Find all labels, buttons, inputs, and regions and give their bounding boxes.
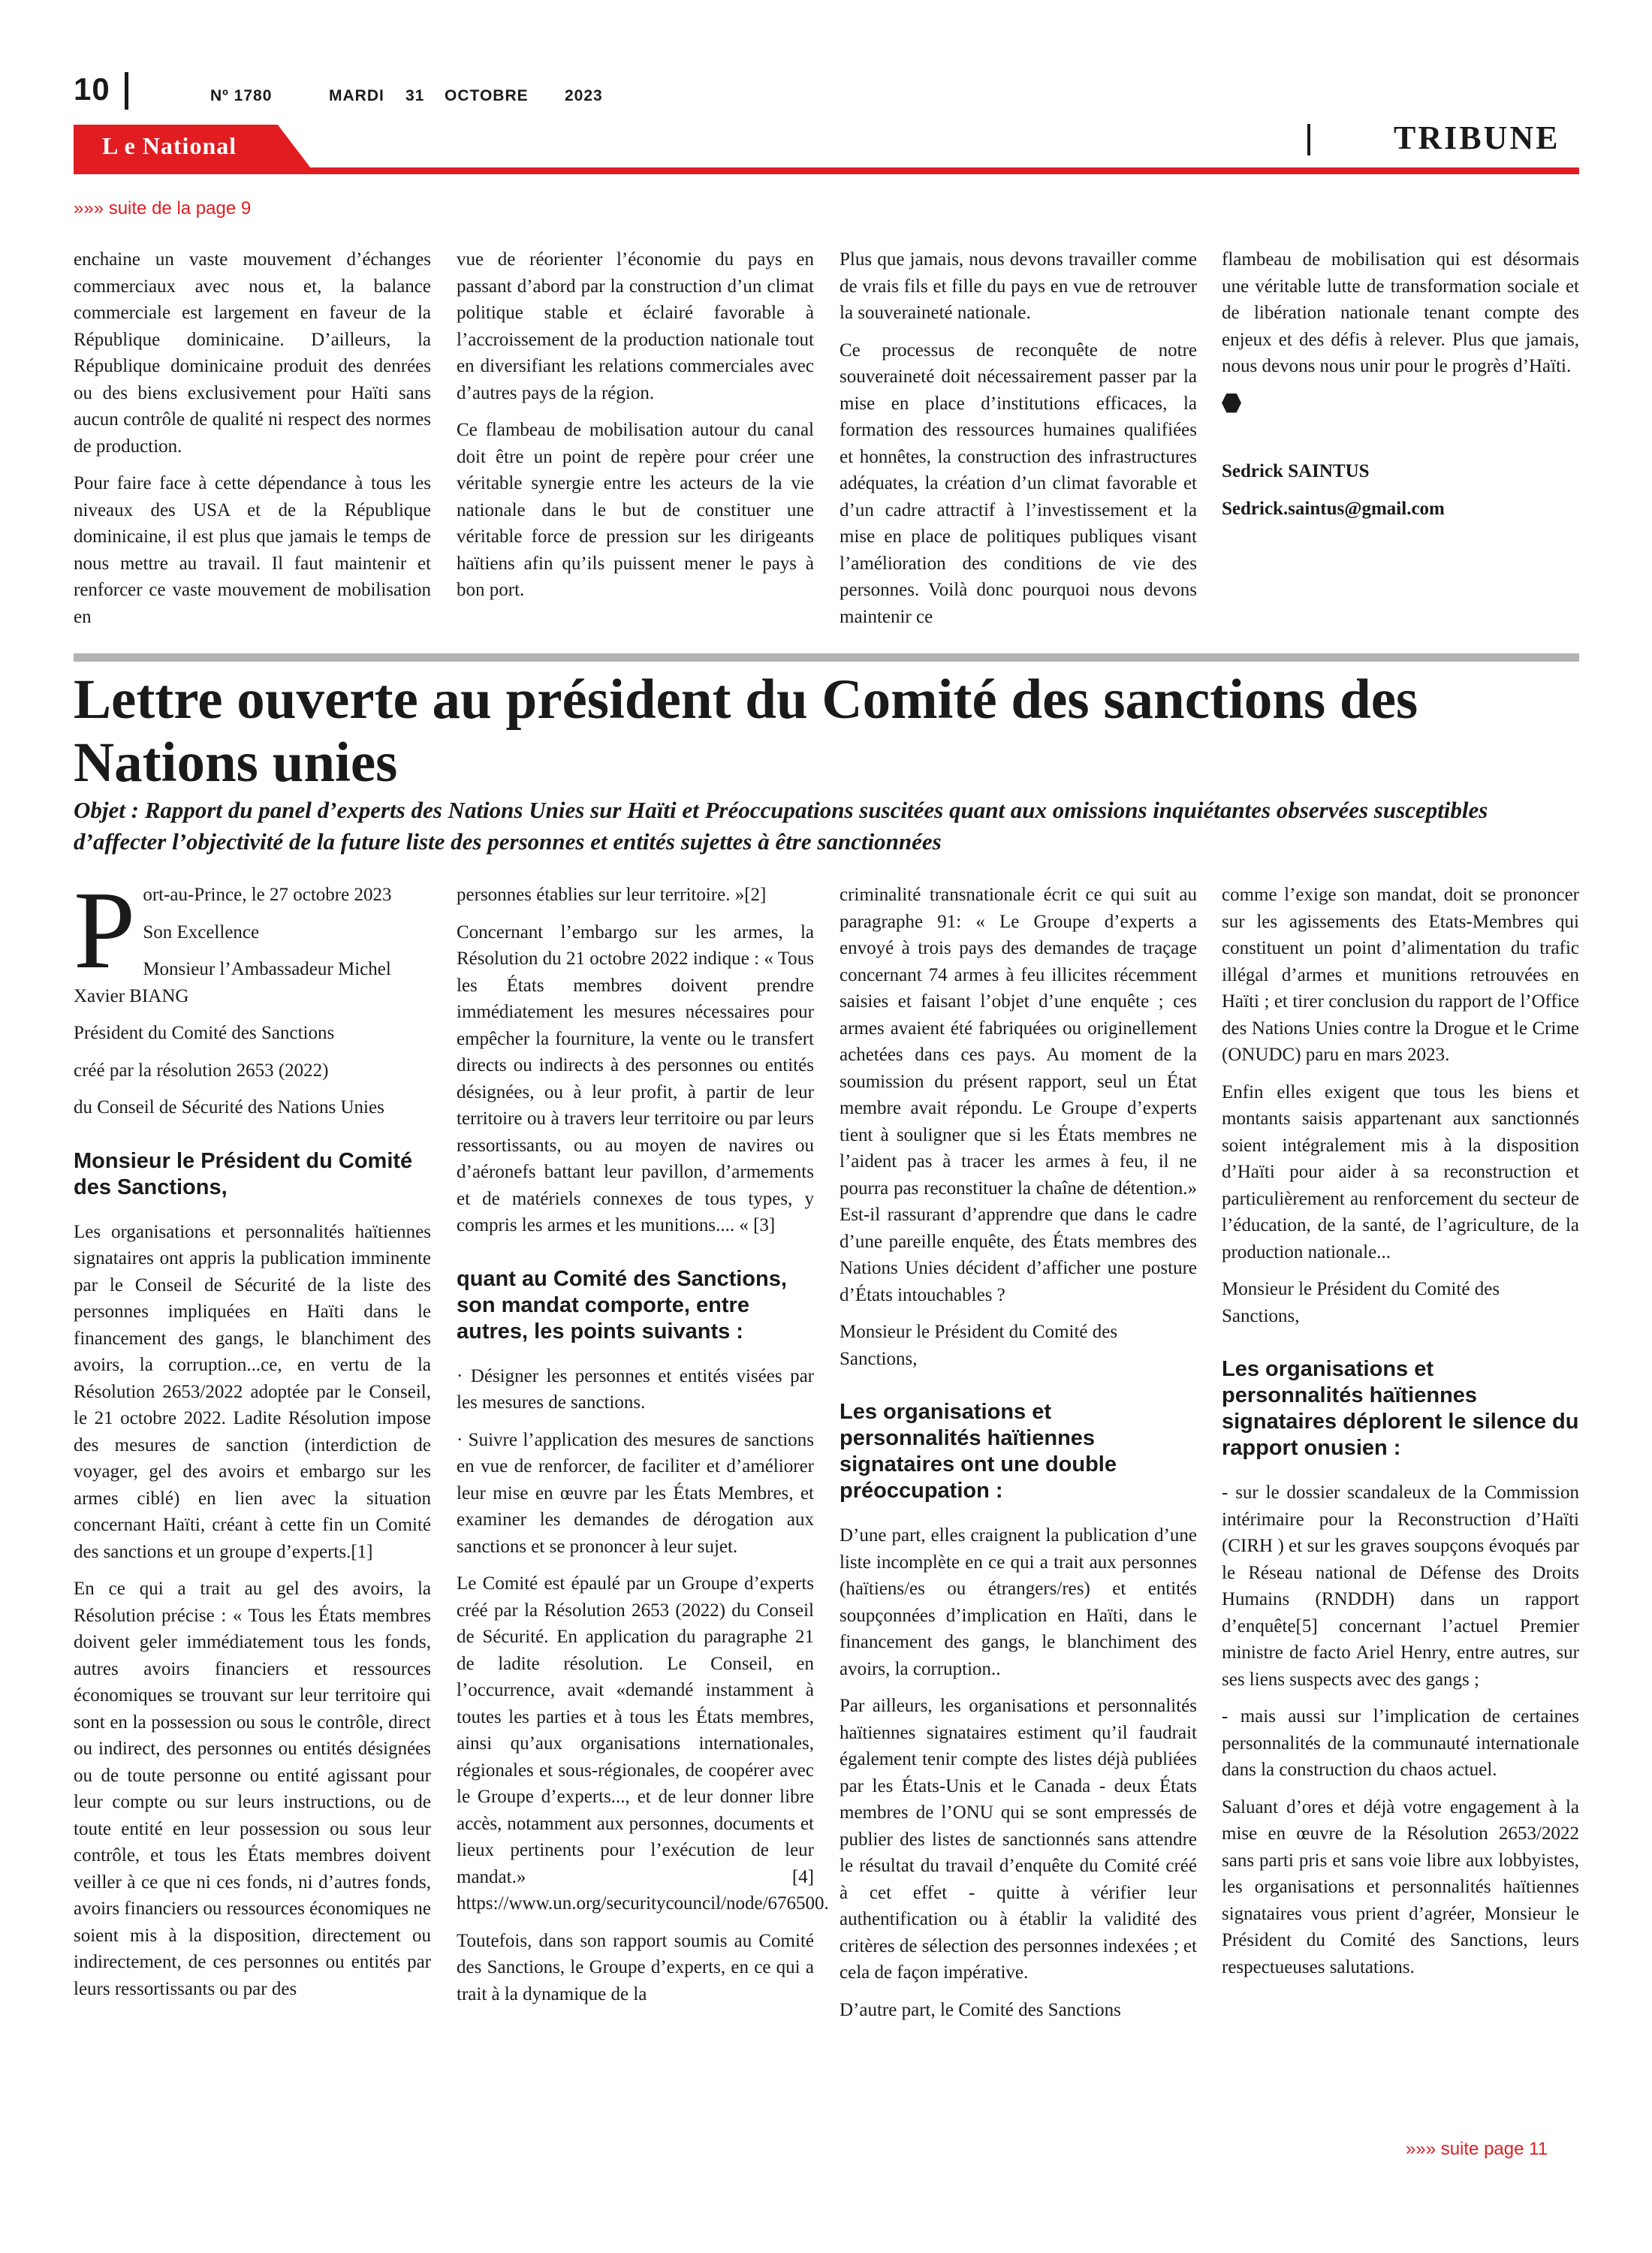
brand-logo: L e National — [102, 132, 237, 159]
address-line: Son Excellence — [143, 921, 260, 943]
bullet-item: · Suivre l’application des mesures de sanctions en vue de renforcer, de faciliter et d’améliorer leur mise en œuvre par les États Membres, et examiner les demandes de dérogation aux sanctions et se prononcer à leur sujet. — [457, 1429, 814, 1557]
issue-date-number: 31 — [405, 87, 425, 104]
paragraph: Saluant d’ores et déjà votre engagement à la mise en œuvre de la Résolution 2653/2022 sans parti pris et sans voie libre aux lobbyistes, les organisations et personnalités haïtiennes signataires vous prient d’agréer, Monsieur le Président du Comité des Sanctions, leurs respectueuses salutations. — [1222, 1796, 1579, 1977]
paragraph: comme l’exige son mandat, doit se prononcer sur les agissements des Etats-Membres qui constituent un point d’alimentation du trafic illégal d’armes et munitions retrouvées en Haïti ; et tirer conclusion du rapport de l’Office des Nations Unies contre la Drogue et le Crime (ONUDC) paru en mars 2023. — [1222, 885, 1579, 1065]
top-article-column-3 — [840, 246, 1197, 641]
issue-number: Nº 1780 — [210, 87, 273, 104]
headline: Lettre ouverte au président du Comité des sanctions des Nations unies — [74, 668, 1418, 794]
header-rule — [74, 167, 1579, 174]
page-number-divider — [125, 72, 128, 110]
address-line: du Conseil de Sécurité des Nations Unies — [74, 1097, 384, 1117]
section-divider — [1307, 124, 1310, 155]
paragraph: Plus que jamais, nous devons travailler comme de vrais fils et fille du pays en vue de retrouver la souveraineté nationale. — [840, 249, 1197, 323]
issue-day: MARDI — [329, 87, 384, 104]
paragraph: enchaine un vaste mouvement d’échanges commerciaux avec nous et, la balance commerciale est largement en faveur de la République dominicaine. D’ailleurs, la République dominicaine produit des denrées ou des biens exclusivement pour Haïti sans aucun contrôle de qualité ni respect des normes de production. — [74, 249, 431, 457]
paragraph: Enfin elles exigent que tous les biens et montants saisis appartenant aux sanctionnés soient intégralement mis à la disposition d’Haïti pour aider à sa reconstruction et particulièrement au renforcement du secteur de l’éducation, de la santé, de l’agriculture, de la production nationale... — [1222, 1081, 1579, 1262]
paragraph: - mais aussi sur l’implication de certaines personnalités de la communauté internationale dans la construction du chaos actuel. — [1222, 1706, 1579, 1780]
section-heading: Les organisations et personnalités haïtiennes signataires déplorent le silence du rapport onusien : — [1222, 1357, 1579, 1460]
paragraph: criminalité transnationale écrit ce qui suit au paragraphe 91: « Le Groupe d’experts a envoyé à trois pays des demandes de traçage concernant 74 armes à feu illicites récemment saisies et faisant l’objet d’une enquête ; ces armes avaient été fabriquées ou originellement achetées dans ces pays. Au moment de la soumission du présent rapport, seul un État membre avait répondu. Le Groupe d’experts tient à souligner que si les États membres ne l’aident pas à tracer les armes à feu, il ne pourra pas reconstituer la chaîne de détention.» Est-il rassurant d’apprendre que dans le cadre d’une pareille enquête, des États membres des Nations Unies décident d’afficher une posture d’États intouchables ? — [840, 885, 1197, 1305]
paragraph: En ce qui a trait au gel des avoirs, la Résolution précise : « Tous les États membres doivent geler immédiatement tous les fonds, autres avoirs financiers et ressources économiques se trouvant sur leur territoire qui sont en la possession ou sous le contrôle, direct ou indirect, des personnes ou entités désignées ou de toute personne ou entité agissant pour leur compte ou sur leurs instructions, ou de toute entité en leur possession ou sous leur contrôle, et tous les États membres doivent veiller à ce que ni ces fonds, ni d’autres fonds, avoirs financiers ou ressources économiques ne soient mis à la disposition, directement ou indirectement, de ces personnes ou entités par leurs ressortissants ou par des — [74, 1579, 431, 1999]
article-divider — [74, 653, 1579, 662]
letter-column-3 — [840, 882, 1197, 2034]
letter-column-4 — [1222, 882, 1579, 1991]
subheadline: Objet : Rapport du panel d’experts des Nations Unies sur Haïti et Préoccupations suscitées quant aux omissions inquiétantes observées susceptibles d’affecter l’objectivité de la future liste des personnes et entités sujettes à être sanctionnées — [74, 797, 1488, 855]
issue-month: OCTOBRE — [445, 87, 529, 104]
top-article-column-4 — [1222, 246, 1579, 532]
paragraph: - sur le dossier scandaleux de la Commission intérimaire pour la Reconstruction d’Haïti (CIRH ) et sur les graves soupçons évoqués par le Réseau national de Défense des Droits Humains (RNDDH) dans un rapport d’enquête[5] concernant l’actuel Premier ministre de facto Ariel Henry, entre autres, sur ses liens suspects avec des gangs ; — [1222, 1482, 1579, 1690]
letter-column-1 — [74, 869, 431, 2013]
paragraph: D’une part, elles craignent la publication d’une liste incomplète en ce qui a trait aux personnes (haïtiens/es ou étrangers/res) et entités soupçonnées d’implication en Haïti, dans le financement des gangs, le blanchiment des avoirs, la corruption.. — [840, 1525, 1197, 1679]
paragraph: personnes établies sur leur territoire. »[2] — [457, 885, 767, 905]
paragraph: flambeau de mobilisation qui est désormais une véritable lutte de transformation sociale et de libération nationale tenant compte des enjeux et des défis à relever. Plus que jamais, nous devons nous unir pour le progrès d’Haïti. — [1222, 249, 1579, 376]
place-date: ort-au-Prince, le 27 octobre 2023 — [143, 885, 392, 905]
paragraph: Les organisations et personnalités haïtiennes signataires ont appris la publication imminente par le Conseil de Sécurité de la liste des personnes impliquées en Haïti dans le financement des gangs, le blanchiment des avoirs, la corruption...ce, en vertu de la Résolution 2653/2022 adoptée par le Conseil, le 21 octobre 2022. Ladite Résolution impose des mesures de sanction (interdiction de voyager, gel des avoirs et embargo sur les armes ciblé) en lien avec la situation concernant Haïti, créant à cette fin un Comité des sanctions et un groupe d’experts.[1] — [74, 1221, 431, 1562]
salutation-heading: Monsieur le Président du Comité des Sanctions, — [74, 1148, 413, 1199]
letter-column-2 — [457, 882, 829, 2018]
top-article-column-2 — [457, 246, 814, 614]
paragraph: Pour faire face à cette dépendance à tous les niveaux des USA et de la République dominicaine, il est plus que jamais le temps de nous mettre au travail. Il faut maintenir et renforcer ce vaste mouvement de mobilisation en — [74, 473, 431, 627]
paragraph: Ce processus de reconquête de notre souveraineté doit nécessairement passer par la mise en place d’institutions efficaces, la formation des ressources humaines qualifiées et honnêtes, la construction des infrastructures adéquates, la création d’un climat favorable et d’un cadre attractif à l’investissement et la mise en place de politiques publiques visant l’amélioration des conditions de vie des personnes. Voilà donc pourquoi nous devons maintenir ce — [840, 339, 1197, 627]
issue-year: 2023 — [565, 87, 603, 104]
continued-from: »»» suite de la page 9 — [74, 198, 252, 219]
paragraph: Par ailleurs, les organisations et personnalités haïtiennes signataires estiment qu’il faudrait également tenir compte des listes déjà publiées par les États-Unis et le Canada - deux États membres de l’ONU qui se sont empressés de publier des listes de sanctionnés sans attendre le résultat du travail d’enquête du Comité créé à cet effet - quitte à vérifier leur authentification ou à établir la validité des critères de sélection des personnes indexées ; et cela de façon impérative. — [840, 1696, 1197, 1983]
top-article-column-1 — [74, 246, 431, 641]
address-line: Monsieur l’Ambassadeur Michel Xavier BIANG — [74, 959, 391, 1006]
continued-to: »»» suite page 11 — [1406, 2139, 1548, 2159]
paragraph: Monsieur le Président du Comité des Sanctions, — [1222, 1279, 1500, 1326]
address-line: créé par la résolution 2653 (2022) — [74, 1060, 329, 1081]
section-label: TRIBUNE — [1394, 119, 1560, 156]
drop-cap: P — [74, 869, 136, 992]
end-mark-icon — [1222, 394, 1241, 413]
author-name: Sedrick SAINTUS — [1222, 461, 1370, 481]
bullet-item: · Désigner les personnes et entités visées par les mesures de sanctions. — [457, 1365, 814, 1413]
page-number: 10 — [74, 71, 110, 107]
paragraph: Le Comité est épaulé par un Groupe d’experts créé par la Résolution 2653 (2022) du Conseil de Sécurité. En application du paragraphe 21 de ladite résolution. Le Conseil, en l’occurrence, avait «demandé instamment à toutes les parties et à tous les États membres, ainsi qu’aux organisations internationales, régionales et sous-régionales, de coopérer avec le Groupe d’experts..., et de leur donner libre accès, notamment aux personnes, documents et lieux pertinents pour l’exécution de leur mandat.» [4] https://www.un.org/securitycouncil/node/676500. — [457, 1573, 829, 1914]
paragraph: Ce flambeau de mobilisation autour du canal doit être un point de repère pour créer une véritable synergie entre les acteurs de la vie nationale dans le but de constituer une véritable force de pression sur les dirigeants haïtiens afin qu’ils puissent mener le pays à bon port. — [457, 420, 814, 600]
paragraph: Monsieur le Président du Comité des Sanctions, — [840, 1322, 1118, 1369]
paragraph: vue de réorienter l’économie du pays en passant d’abord par la construction d’un climat politique stable et éclairé favorable à l’accroissement de la production nationale tout en diversifiant les relations commerciales avec d’autres pays de la région. — [457, 249, 814, 403]
address-line: Président du Comité des Sanctions — [74, 1023, 335, 1043]
author-email: Sedrick.saintus@gmail.com — [1222, 498, 1445, 519]
paragraph: D’autre part, le Comité des Sanctions — [840, 1999, 1121, 2020]
paragraph: Toutefois, dans son rapport soumis au Comité des Sanctions, le Groupe d’experts, en ce qui a trait à la dynamique de la — [457, 1930, 814, 2004]
section-heading: quant au Comité des Sanctions, son mandat comporte, entre autres, les points suivants : — [457, 1266, 787, 1344]
section-heading: Les organisations et personnalités haïtiennes signataires ont une double préoccupation : — [840, 1400, 1117, 1503]
paragraph: Concernant l’embargo sur les armes, la Résolution du 21 octobre 2022 indique : « Tous les États membres doivent prendre immédiatement les mesures nécessaires pour empêcher la fourniture, la vente ou le transfert directs ou indirects à des personnes ou entités désignées, ou à leur profit, à partir de leur territoire ou à travers leur territoire ou par leurs ressortissants, ou au moyen de navires ou d’aéronefs battant leur pavillon, d’armements et de matériels connexes de tous types, y compris les armes et les munitions.... « [3] — [457, 921, 814, 1235]
